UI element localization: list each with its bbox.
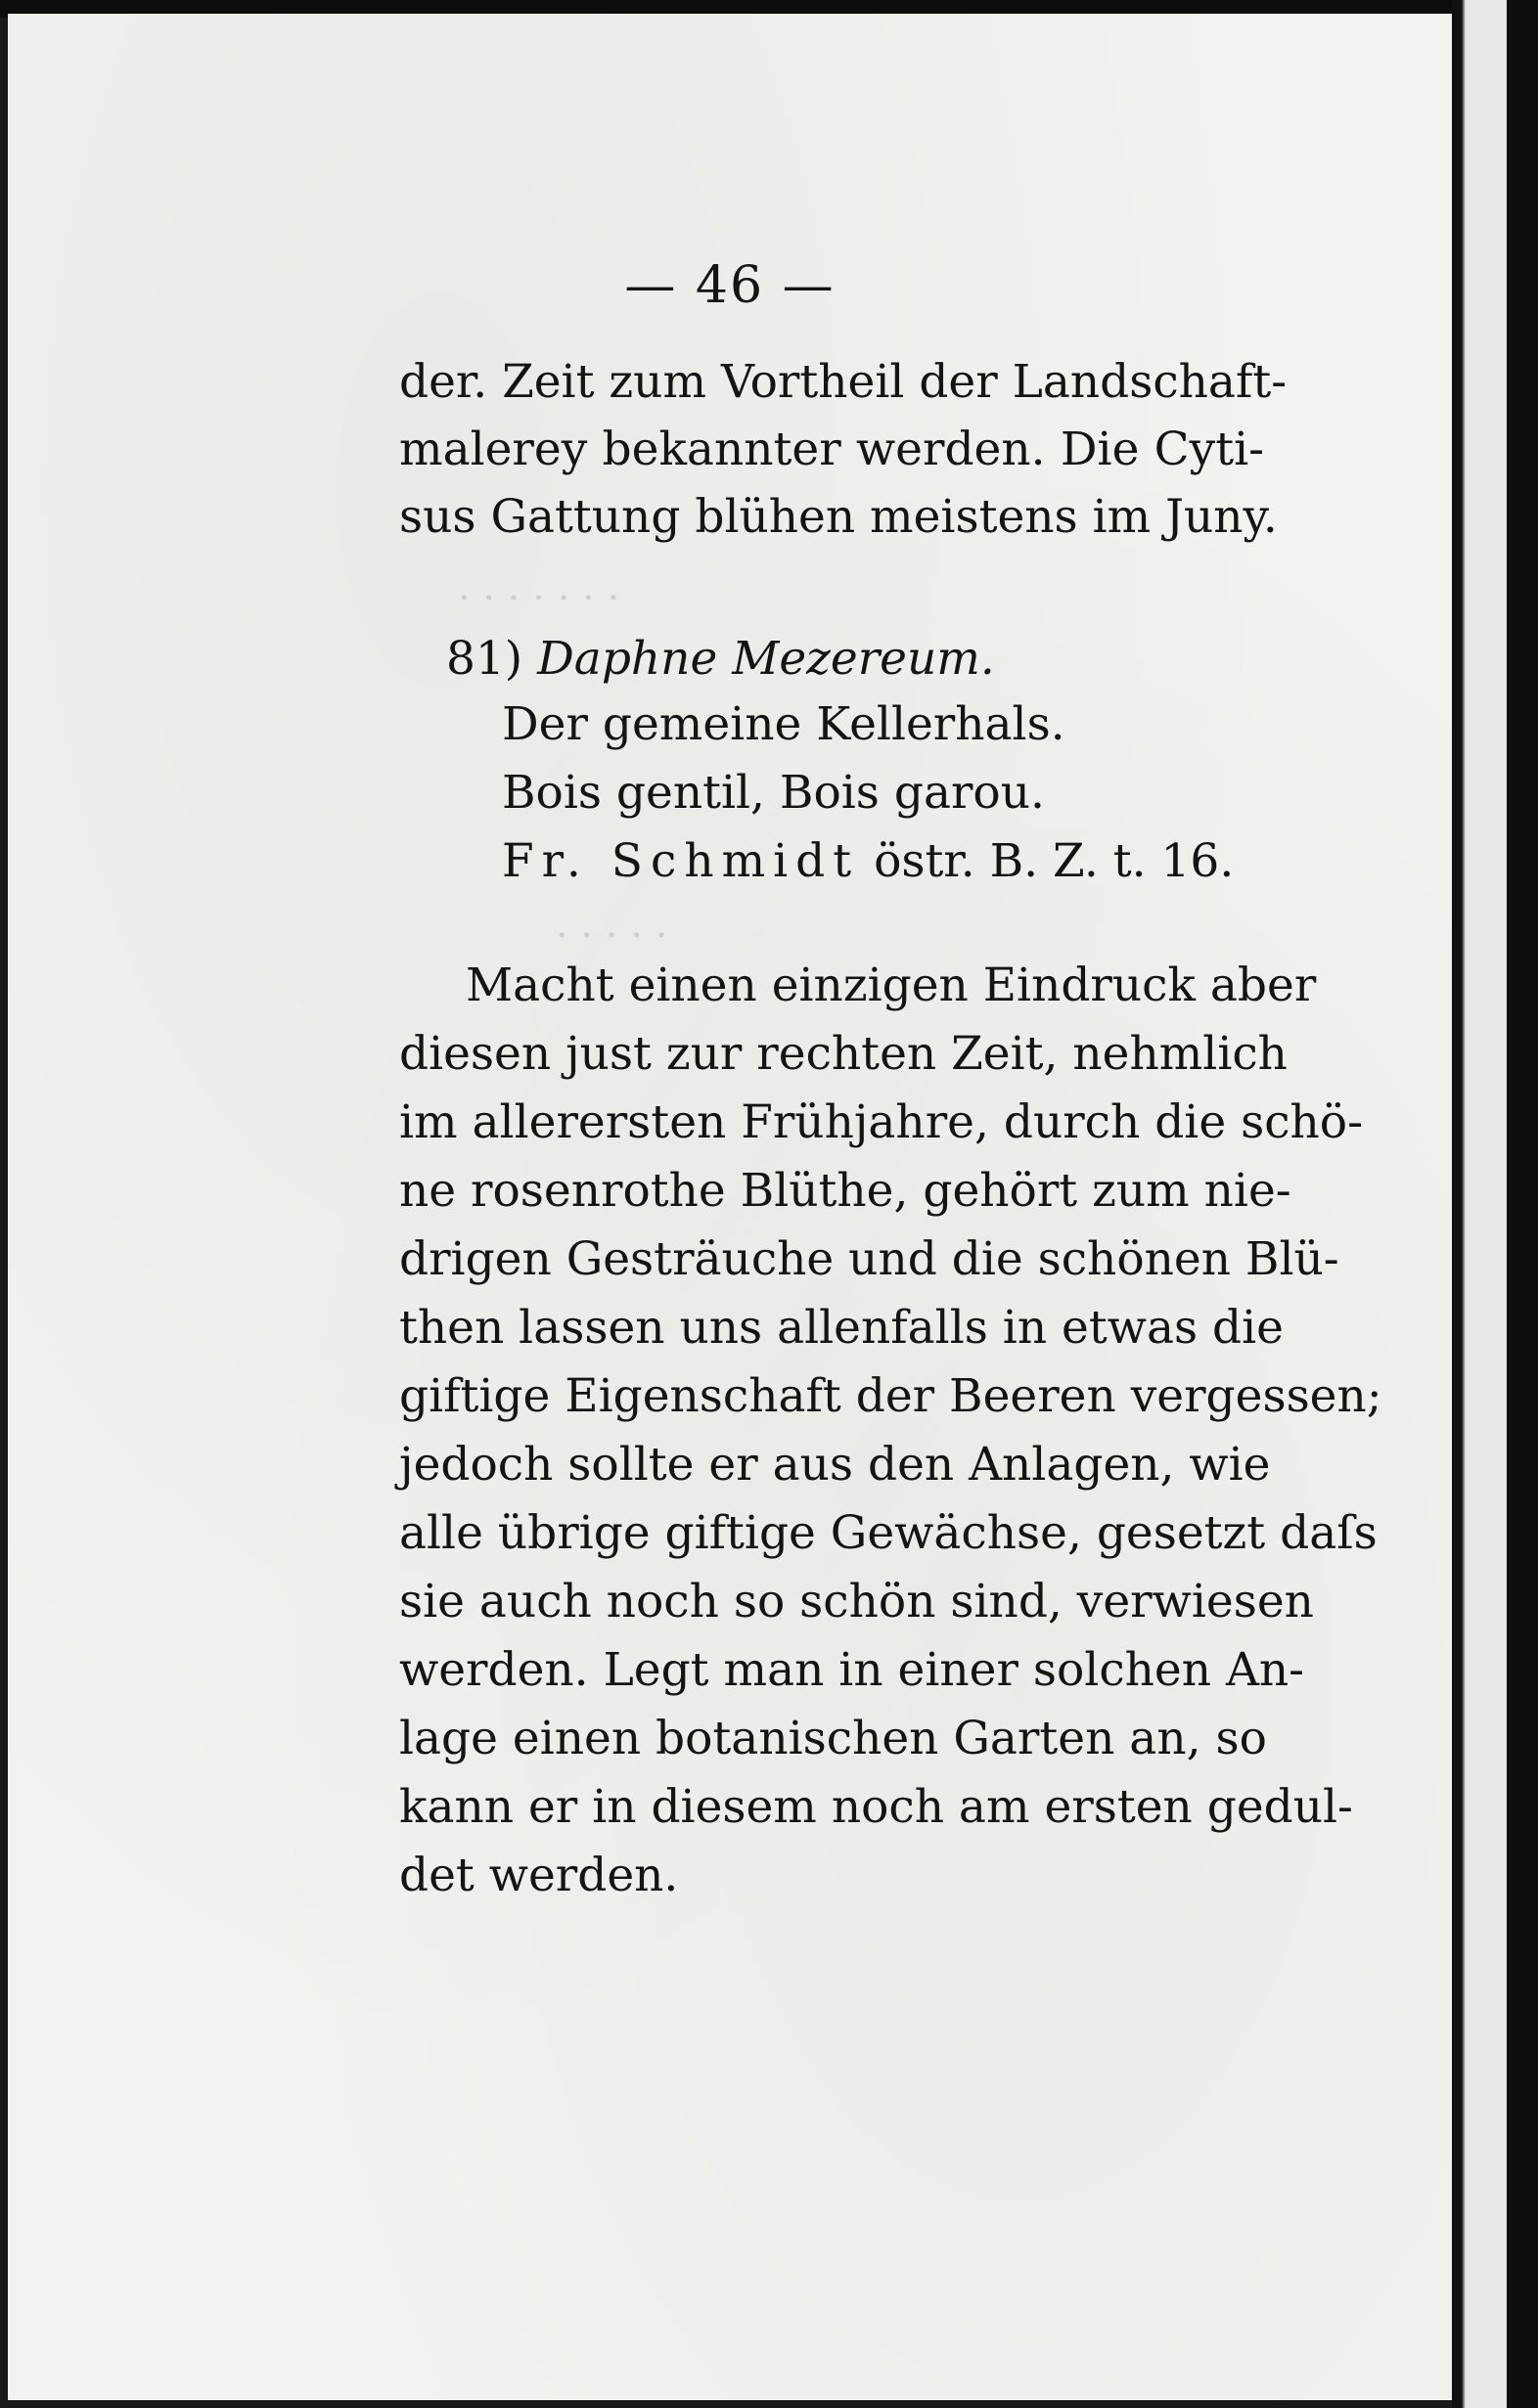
text-line: then lassen uns allenfalls in etwas die xyxy=(399,1301,1284,1355)
text-line: det werden. xyxy=(399,1849,679,1902)
text-line: malerey bekannter werden. Die Cyti- xyxy=(399,423,1264,476)
text-line: lage einen botanischen Garten an, so xyxy=(399,1712,1267,1765)
text-line: alle übrige giftige Gewächse, gesetzt daſs xyxy=(399,1506,1378,1560)
text-line: werden. Legt man in einer solchen An- xyxy=(399,1643,1305,1697)
text-line: Macht einen einzigen Eindruck aber xyxy=(466,959,1317,1012)
text-line: diesen just zur rechten Zeit, nehmlich xyxy=(399,1027,1288,1081)
bleed-through-mark: · · · · · · · xyxy=(458,576,620,621)
page-number: — 46 — xyxy=(624,256,836,315)
scan-right-border xyxy=(1507,0,1538,2408)
species-name: Daphne Mezereum. xyxy=(537,632,995,686)
reference-source: östr. B. Z. t. 16. xyxy=(874,834,1235,888)
entry-number: 81) xyxy=(446,632,523,686)
text-line: im allerersten Frühjahre, durch die schö- xyxy=(399,1095,1363,1149)
text-line: jedoch sollte er aus den Anlagen, wie xyxy=(399,1438,1271,1492)
reference-line xyxy=(502,832,1285,891)
book-page xyxy=(8,14,1452,2400)
text-line: ne rosenrothe Blüthe, gehört zum nie- xyxy=(399,1164,1291,1218)
text-line: sus Gattung blühen meistens im Juny. xyxy=(399,490,1278,544)
text-line: sie auch noch so schön sind, verwiesen xyxy=(399,1575,1314,1628)
common-name-french: Bois gentil, Bois garou. xyxy=(502,766,1045,820)
common-name-german: Der gemeine Kellerhals. xyxy=(502,697,1065,751)
entry-heading xyxy=(446,630,1229,689)
text-line: kann er in diesem noch am ersten gedul- xyxy=(399,1780,1353,1834)
text-line: der. Zeit zum Vortheil der Landschaft- xyxy=(399,355,1288,409)
reference-author: Fr. Schmidt xyxy=(502,834,860,888)
text-line: drigen Gesträuche und die schönen Blü- xyxy=(399,1232,1339,1286)
text-line: giftige Eigenschaft der Beeren vergessen; xyxy=(399,1369,1382,1423)
bleed-through-mark: · · · · · xyxy=(556,914,668,959)
